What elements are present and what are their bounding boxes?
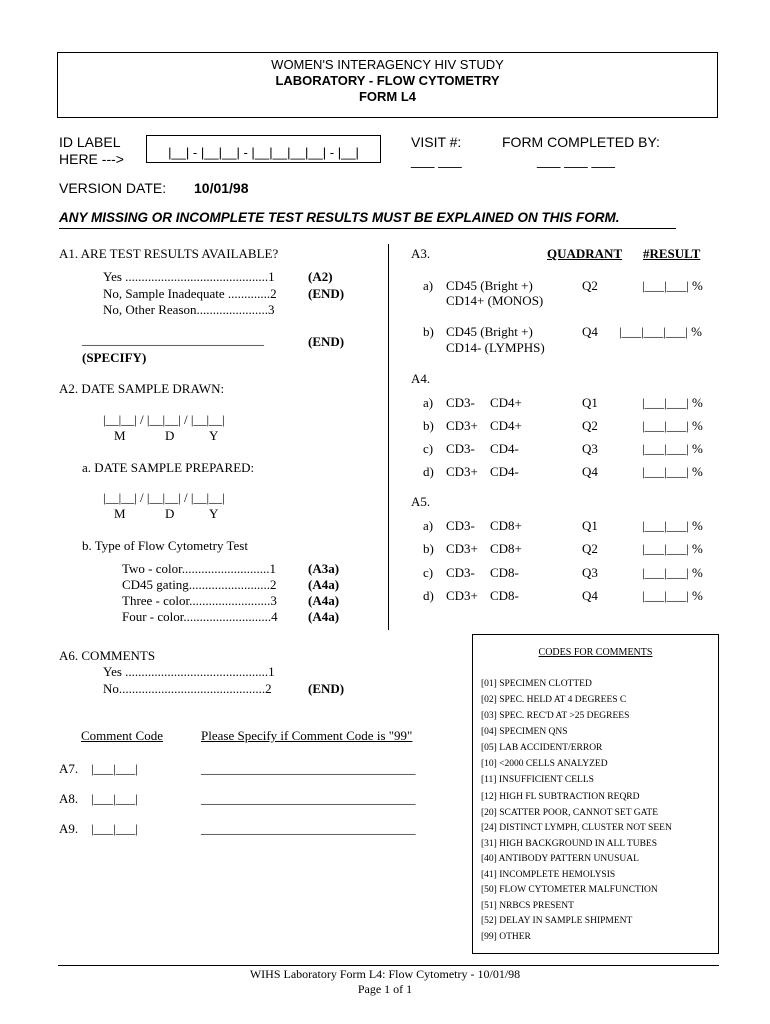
a2a-prepared-date-field[interactable]: |__|__| / |__|__| / |__|__| bbox=[103, 490, 225, 505]
a5d-result-field[interactable]: |___|___| % bbox=[642, 588, 703, 603]
code-item: [24] DISTINCT LYMPH, CLUSTER NOT SEEN bbox=[481, 823, 672, 833]
id-label-here: HERE ---> bbox=[59, 151, 124, 167]
a8-specify-field[interactable]: _________________________________ bbox=[201, 791, 416, 806]
a3a-marker-1: CD45 (Bright +) bbox=[446, 278, 533, 293]
form-header bbox=[57, 52, 718, 118]
a2-drawn-date-field[interactable]: |__|__| / |__|__| / |__|__| bbox=[103, 412, 225, 427]
a5a-quadrant: Q1 bbox=[582, 518, 598, 533]
a5a-letter: a) bbox=[423, 518, 434, 533]
a4a-marker-1: CD3- bbox=[446, 395, 475, 410]
a4b-marker-2: CD4+ bbox=[490, 418, 522, 433]
a6-option-yes[interactable]: Yes ............................................1 bbox=[103, 664, 275, 679]
a3b-marker-1: CD45 (Bright +) bbox=[446, 324, 533, 339]
a2a-prepared-y: Y bbox=[209, 506, 219, 521]
a5c-marker-2: CD8- bbox=[490, 565, 519, 580]
a1-option-other[interactable]: No, Other Reason......................3 bbox=[103, 302, 275, 317]
a7-specify-field[interactable]: _________________________________ bbox=[201, 761, 416, 776]
id-label-field[interactable] bbox=[146, 135, 381, 163]
a9-specify-field[interactable]: _________________________________ bbox=[201, 821, 416, 836]
a1-option-yes[interactable]: Yes ............................................1 bbox=[103, 269, 275, 284]
code-item: [11] INSUFFICIENT CELLS bbox=[481, 775, 594, 785]
a3a-marker-2: CD14+ (MONOS) bbox=[446, 293, 544, 308]
missing-results-notice: ANY MISSING OR INCOMPLETE TEST RESULTS MUST BE EXPLAINED ON THIS FORM. bbox=[59, 210, 620, 225]
a4d-result-field[interactable]: |___|___| % bbox=[642, 464, 703, 479]
a4c-marker-2: CD4- bbox=[490, 441, 519, 456]
form-subtitle: LABORATORY - FLOW CYTOMETRY bbox=[275, 73, 500, 88]
code-item: [20] SCATTER POOR, CANNOT SET GATE bbox=[481, 808, 658, 818]
a9-code-field[interactable]: |___|___| bbox=[91, 821, 138, 836]
a4a-letter: a) bbox=[423, 395, 434, 410]
a5c-marker-1: CD3- bbox=[446, 565, 475, 580]
a1-option-inadequate[interactable]: No, Sample Inadequate .............2 bbox=[103, 286, 277, 301]
a2a-prepared-d: D bbox=[165, 506, 175, 521]
a2-drawn-m: M bbox=[114, 428, 126, 443]
a3b-marker-2: CD14- (LYMPHS) bbox=[446, 340, 545, 355]
a2b-option-four-color[interactable]: Four - color...........................4 bbox=[122, 609, 278, 624]
code-item: [05] LAB ACCIDENT/ERROR bbox=[481, 743, 603, 753]
a2b-question: b. Type of Flow Cytometry Test bbox=[82, 538, 248, 553]
code-item: [99] OTHER bbox=[481, 932, 531, 942]
a7-label: A7. bbox=[59, 761, 79, 776]
a4a-marker-2: CD4+ bbox=[490, 395, 522, 410]
code-item: [02] SPEC. HELD AT 4 DEGREES C bbox=[481, 695, 627, 705]
a2b-skip-cd45: (A4a) bbox=[308, 577, 340, 592]
a2b-skip-four-color: (A4a) bbox=[308, 609, 340, 624]
a2-drawn-y: Y bbox=[209, 428, 219, 443]
a2a-prepared-m: M bbox=[114, 506, 126, 521]
code-item: [51] NRBCS PRESENT bbox=[481, 901, 574, 911]
visit-label: VISIT #: bbox=[411, 134, 462, 150]
a5d-letter: d) bbox=[423, 588, 434, 603]
a4b-result-field[interactable]: |___|___| % bbox=[642, 418, 703, 433]
code-item: [40] ANTIBODY PATTERN UNUSUAL bbox=[481, 854, 639, 864]
a4a-result-field[interactable]: |___|___| % bbox=[642, 395, 703, 410]
a4d-marker-1: CD3+ bbox=[446, 464, 478, 479]
a8-label: A8. bbox=[59, 791, 79, 806]
footer-form-title: WIHS Laboratory Form L4: Flow Cytometry - 10/01/98 bbox=[249, 967, 521, 981]
a5-title: A5. bbox=[411, 494, 431, 509]
a4b-marker-1: CD3+ bbox=[446, 418, 478, 433]
a3a-letter: a) bbox=[423, 278, 434, 293]
a5c-quadrant: Q3 bbox=[582, 565, 598, 580]
footer-page-number: Page 1 of 1 bbox=[357, 982, 413, 996]
visit-field[interactable]: ___ ___ bbox=[411, 152, 462, 168]
a5b-marker-2: CD8+ bbox=[490, 541, 522, 556]
a1-skip-inadequate: (END) bbox=[308, 286, 345, 301]
a5d-marker-1: CD3+ bbox=[446, 588, 478, 603]
code-item: [52] DELAY IN SAMPLE SHIPMENT bbox=[481, 916, 633, 926]
code-item: [50] FLOW CYTOMETER MALFUNCTION bbox=[481, 885, 658, 895]
code-item: [04] SPECIMEN QNS bbox=[481, 727, 568, 737]
a5b-marker-1: CD3+ bbox=[446, 541, 478, 556]
a4c-marker-1: CD3- bbox=[446, 441, 475, 456]
a4c-quadrant: Q3 bbox=[582, 441, 598, 456]
a8-code-field[interactable]: |___|___| bbox=[91, 791, 138, 806]
a1-question: A1. ARE TEST RESULTS AVAILABLE? bbox=[59, 246, 279, 261]
a2b-skip-two-color: (A3a) bbox=[308, 561, 340, 576]
id-mask: |__| - |__|__| - |__|__|__|__| - |__| bbox=[168, 145, 359, 160]
code-item: [41] INCOMPLETE HEMOLYSIS bbox=[481, 870, 616, 880]
a5a-marker-1: CD3- bbox=[446, 518, 475, 533]
a5d-quadrant: Q4 bbox=[582, 588, 598, 603]
a5a-marker-2: CD8+ bbox=[490, 518, 522, 533]
a5d-marker-2: CD8- bbox=[490, 588, 519, 603]
notice-underline bbox=[59, 228, 676, 229]
a3b-result-field[interactable]: |___|___|___| % bbox=[619, 324, 702, 339]
version-label: VERSION DATE: bbox=[59, 180, 167, 196]
a5c-letter: c) bbox=[423, 565, 434, 580]
a2-question: A2. DATE SAMPLE DRAWN: bbox=[59, 381, 225, 396]
a2b-skip-three-color: (A4a) bbox=[308, 593, 340, 608]
a3b-quadrant: Q4 bbox=[582, 324, 598, 339]
a1-skip-yes: (A2) bbox=[308, 269, 333, 284]
a5a-result-field[interactable]: |___|___| % bbox=[642, 518, 703, 533]
a4d-letter: d) bbox=[423, 464, 434, 479]
a2b-option-two-color[interactable]: Two - color...........................1 bbox=[122, 561, 276, 576]
a3-title: A3. bbox=[411, 246, 431, 261]
codes-title: CODES FOR COMMENTS bbox=[538, 647, 653, 658]
completed-by-label: FORM COMPLETED BY: bbox=[502, 134, 660, 150]
a2b-option-cd45[interactable]: CD45 gating.........................2 bbox=[122, 577, 277, 592]
code-item: [31] HIGH BACKGROUND IN ALL TUBES bbox=[481, 839, 658, 849]
a6-question: A6. COMMENTS bbox=[59, 648, 156, 663]
form-number: FORM L4 bbox=[358, 89, 417, 104]
code-item: [01] SPECIMEN CLOTTED bbox=[481, 679, 592, 689]
a5c-result-field[interactable]: |___|___| % bbox=[642, 565, 703, 580]
column-divider bbox=[388, 244, 389, 630]
code-item: [12] HIGH FL SUBTRACTION REQRD bbox=[481, 792, 640, 802]
a4d-quadrant: Q4 bbox=[582, 464, 598, 479]
a3b-letter: b) bbox=[423, 324, 434, 339]
id-label-text: ID LABEL bbox=[59, 134, 121, 150]
a9-label: A9. bbox=[59, 821, 79, 836]
code-item: [03] SPEC. REC'D AT >25 DEGREES bbox=[481, 711, 630, 721]
a2b-option-three-color[interactable]: Three - color.........................3 bbox=[122, 593, 277, 608]
a1-specify-label: (SPECIFY) bbox=[82, 350, 147, 365]
a5b-quadrant: Q2 bbox=[582, 541, 598, 556]
a2a-question: a. DATE SAMPLE PREPARED: bbox=[82, 460, 255, 475]
version-date: 10/01/98 bbox=[194, 180, 249, 196]
a3a-result-field[interactable]: |___|___| % bbox=[642, 278, 703, 293]
comment-code-header: Comment Code bbox=[81, 728, 163, 743]
code-item: [10] <2000 CELLS ANALYZED bbox=[481, 759, 608, 769]
a4-title: A4. bbox=[411, 371, 431, 386]
a4c-letter: c) bbox=[423, 441, 434, 456]
specify-header: Please Specify if Comment Code is "99" bbox=[201, 728, 413, 743]
a6-option-no[interactable]: No.............................................2 bbox=[103, 681, 272, 696]
a4b-quadrant: Q2 bbox=[582, 418, 598, 433]
quadrant-header: QUADRANT bbox=[547, 246, 623, 261]
a1-specify-skip: (END) bbox=[308, 334, 345, 349]
a2-drawn-d: D bbox=[165, 428, 175, 443]
a4d-marker-2: CD4- bbox=[490, 464, 519, 479]
study-title: WOMEN'S INTERAGENCY HIV STUDY bbox=[271, 57, 504, 72]
a7-code-field[interactable]: |___|___| bbox=[91, 761, 138, 776]
a4b-letter: b) bbox=[423, 418, 434, 433]
a4a-quadrant: Q1 bbox=[582, 395, 598, 410]
result-header: #RESULT bbox=[643, 246, 701, 261]
a6-skip-no: (END) bbox=[308, 681, 345, 696]
a1-specify-line[interactable]: ____________________________ bbox=[82, 332, 264, 347]
footer-rule bbox=[58, 965, 719, 966]
a5b-result-field[interactable]: |___|___| % bbox=[642, 541, 703, 556]
a4c-result-field[interactable]: |___|___| % bbox=[642, 441, 703, 456]
a3a-quadrant: Q2 bbox=[582, 278, 598, 293]
completed-by-field[interactable]: ___ ___ ___ bbox=[537, 152, 615, 168]
a5b-letter: b) bbox=[423, 541, 434, 556]
